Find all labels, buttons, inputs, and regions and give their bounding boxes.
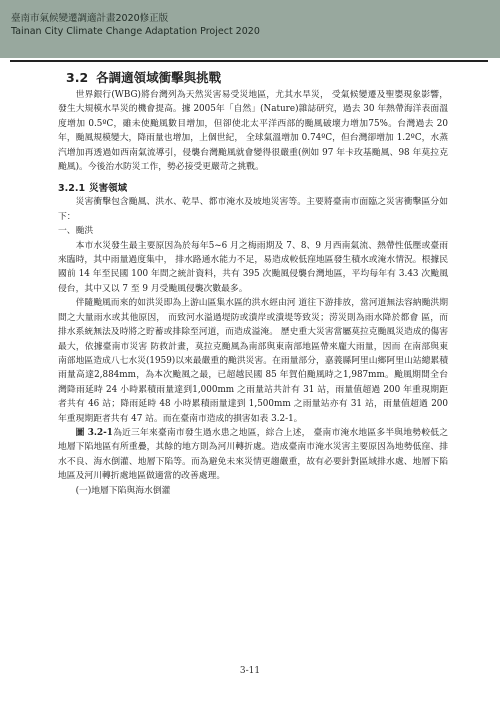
section-number: 3.2 [66,70,89,85]
section-intro-paragraph: 世界銀行(WBG)將台灣列為天然災害易受災地區，尤其水旱災， 受氣候變遷及聖嬰現象影響，發生大規模水旱災的機會提高。據 2005年「自然」(Nature)雜誌研究，過去 30 年熱帶海洋表面溫度增加 0.5ºC，雖未使颱風數目增加，但卻使北太平洋西部的颱風破壞力增加75%。台灣過去 20 年，颱風規模變大，降雨量也增加，上個世紀， 全球氣溫增加 0.74ºC，但台灣卻增加 1.2ºC，水蒸汽增加再透過如西南氣流導引，侵襲台灣颱風就會變得很嚴重(例如 97 年卡玫基颱風、98 年莫拉克颱風)。今後治水防災工作，勢必接受更嚴苛之挑戰。 [58,90,448,173]
figure-reference: 圖 3.2-1 [75,427,113,438]
page-content [58,64,448,498]
subsection-heading [58,180,448,194]
subsection-intro-paragraph: 災害衝擊包含颱風、洪水、乾旱、都市淹水及坡地災害等。主要將臺南市面臨之災害衝擊區分如下： [58,197,448,222]
running-header [11,12,260,38]
typhoon-paragraph-2: 伴隨颱風而來的如洪災即為上游山區集水區的洪水經由河 道往下游排放，當河道無法容納颱洪期間之大量雨水或其他原因， 而致河水溢過堤防或潰岸或潰堤等致災；涝災則為雨水降於都會 區，而排水系統無法及時將之貯蓄或排除至河道，而造成溢淹。 歷史重大災害當屬莫拉克颱風災造成的傷害最大，依據臺南市災害 防救計畫，莫拉克颱風為南部與東南部地區帶來龐大雨量，因而 在南部與東南部地區造成八七水災(1959)以來最嚴重的颱洪災害。在雨量部分，嘉義縣阿里山鄉阿里山站總累積雨量高達2,884mm，為本次颱風之最，已超越民國 85 年賀伯颱風時之1,987mm。颱風期間全台灣降雨延時 24 小時累積雨量達到1,000mm 之雨量站共計有 31 站，雨量值超過 200 年重現期距者共有 46 站；降雨延時 48 小時累積雨量達到 1,500mm 之雨量站亦有 31 站，雨量值超過 200 年重現期距者共有 47 站。而在臺南市造成的損害如表 3.2-1。 [58,298,448,424]
figure-reference-paragraph [58,426,448,484]
figure-reference-text: 為近三年來臺南市發生過水患之地區，綜合上述， 臺南市淹水地區多半與地勢較低之地層下陷地區有所重疊，其餘的地方則為河川轉折處。造成臺南市淹水災害主要原因為地勢低窪、排水不良、海水倒灌、地層下陷等。而為避免未來災情更趨嚴重，故有必要針對區域排水處、地層下陷地區及河川轉折處地區做適當的改善處理。 [58,427,448,482]
header-title-zh: 臺南市氣候變遷調適計畫2020修正版 [11,13,169,24]
page-number: 3-11 [239,666,261,676]
list-item-typhoon-flood: 一、颱洪 [58,226,94,237]
section-title: 各調適領域衝擊與挑戰 [96,70,222,85]
header-title-en: Tainan City Climate Change Adaptation Project 2020 [11,26,260,37]
typhoon-paragraph-1: 本市水災發生最主要原因為於每年5~6 月之梅雨期及 7、8、9 月西南氣流、熱帶性低壓或臺雨來臨時，其中雨量過度集中， 排水路通水能力不足，易造成較低窪地區發生積水或淹水情況。根據民國前 14 年至民國 100 年間之統計資料，共有 395 次颱風侵襲台灣地區，平均每年有 3.43 次颱風侵台，其中又以 7 至 9 月受颱風侵襲次數最多。 [58,240,448,294]
header-rule [10,60,488,62]
sub-list-item-subsidence: (一)地層下陷與海水倒灌 [75,485,171,496]
section-heading [66,68,448,86]
subsection-number: 3.2.1 [58,183,86,195]
subsection-title: 災害領域 [89,183,128,195]
